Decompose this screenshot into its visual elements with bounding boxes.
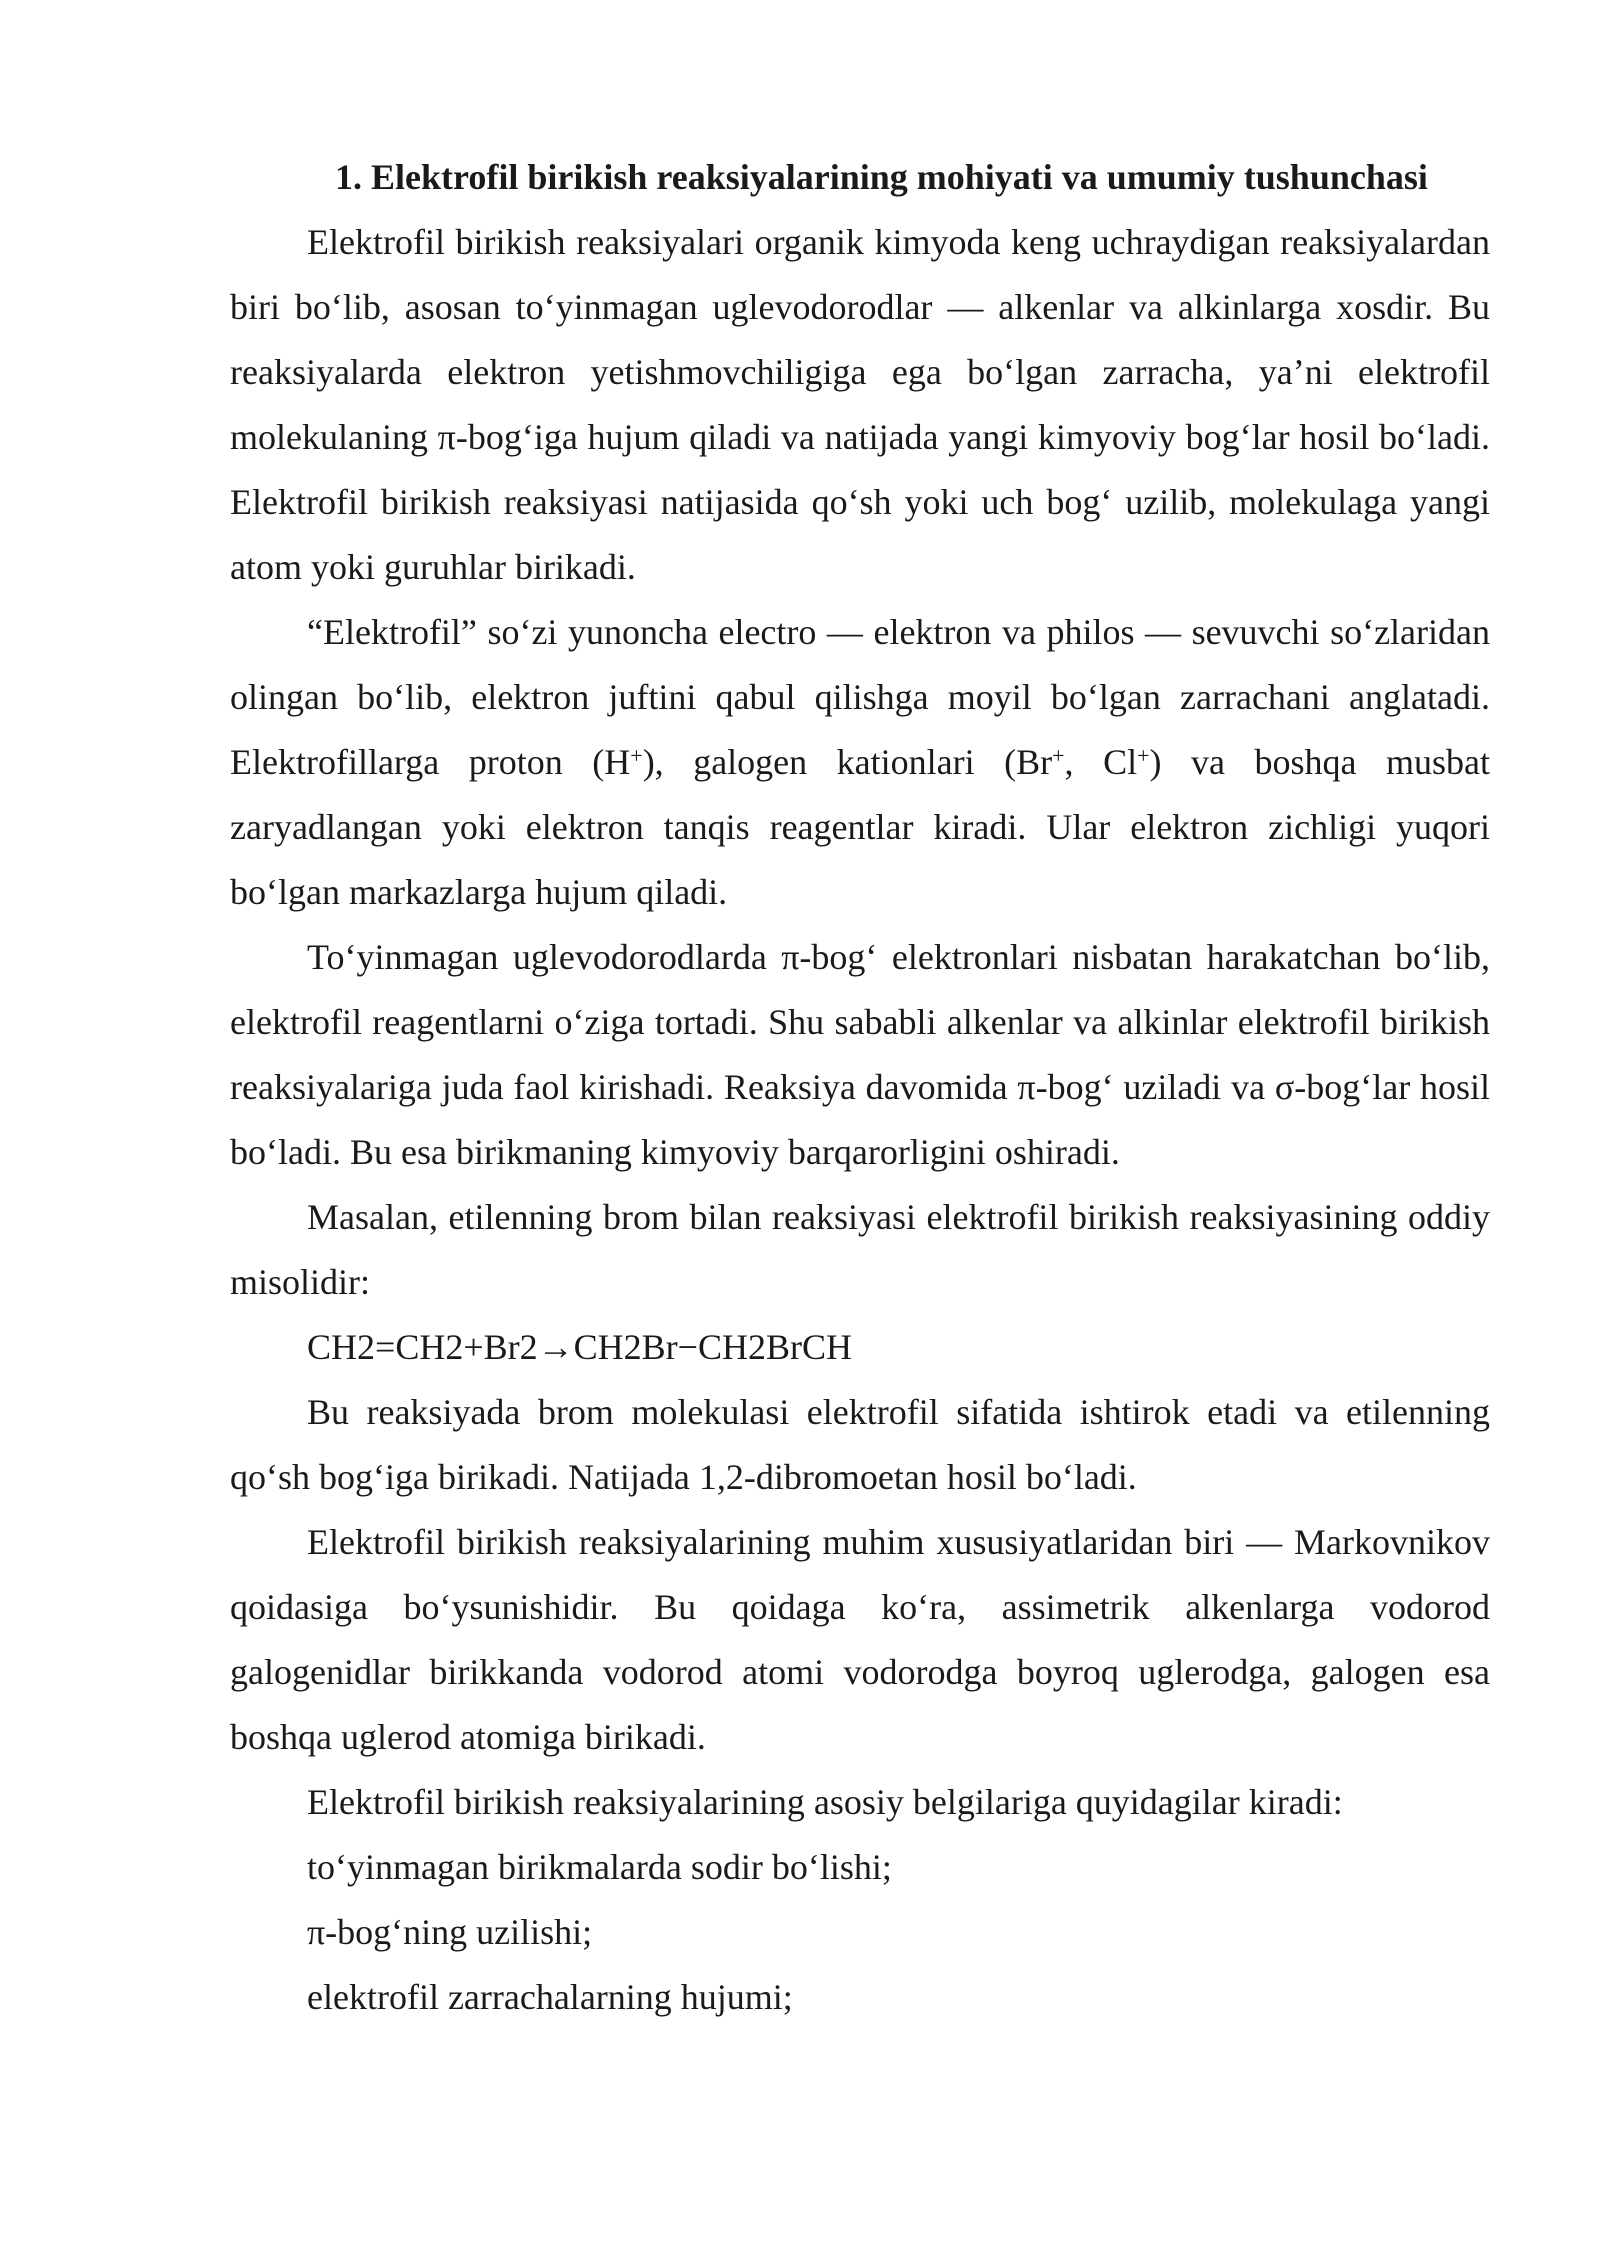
paragraph-markovnikov: Elektrofil birikish reaksiyalarining muhim xususiyatlaridan biri — Markovnikov qoidasiga boʻysunishidir. Bu qoidaga koʻra, assimetrik alkenlarga vodorod galogenidlar birikkanda vodorod atomi vodorodga boyroq uglerodga, galogen esa boshqa uglerod atomiga birikadi. [230, 1522, 1490, 1757]
paragraph-features-intro: Elektrofil birikish reaksiyalarining asosiy belgilariga quyidagilar kiradi: [307, 1782, 1343, 1822]
chlorine-charge-superscript: + [1137, 743, 1150, 768]
definition-text-part-3: , Cl [1064, 742, 1138, 782]
definition-text-part-2: ), galogen kationlari (Br [642, 742, 1053, 782]
paragraph-example-intro: Masalan, etilenning brom bilan reaksiyasi elektrofil birikish reaksiyasining oddiy misolidir: [230, 1197, 1490, 1302]
paragraph-intro: Elektrofil birikish reaksiyalari organik kimyoda keng uchraydigan reaksiyalardan biri boʻlib, asosan toʻyinmagan uglevodorodlar — alkenlar va alkinlarga xosdir. Bu reaksiyalarda elektron yetishmovchiligiga ega boʻlgan zarracha, yaʼni elektrofil molekulaning π-bogʻiga hujum qiladi va natijada yangi kimyoviy bogʻlar hosil boʻladi. Elektrofil birikish reaksiyasi natijasida qoʻsh yoki uch bogʻ uzilib, molekulaga yangi atom yoki guruhlar birikadi. [230, 222, 1490, 587]
paragraph-example-result: Bu reaksiyada brom molekulasi elektrofil sifatida ishtirok etadi va etilenning qoʻsh bogʻiga birikadi. Natijada 1,2-dibromoetan hosil boʻladi. [230, 1392, 1490, 1497]
reaction-equation: CH2=CH2+Br2→CH2Br−CH2BrCH [307, 1327, 852, 1367]
definition-text-part-4: ) va boshqa musbat zaryadlangan yoki elektron tanqis reagentlar kiradi. Ular elektron zichligi yuqori boʻlgan markazlarga hujum qiladi. [230, 742, 1490, 912]
definition-text-part-1: “Elektrofil” soʻzi yunoncha electro — elektron va philos — sevuvchi soʻzlaridan olingan boʻlib, elektron juftini qabul qilishga moyil boʻlgan zarrachani anglatadi. Elektrofillarga proton (H [230, 612, 1490, 782]
bromine-charge-superscript: + [1052, 743, 1065, 768]
paragraph-pi-bond: Toʻyinmagan uglevodorodlarda π-bogʻ elektronlari nisbatan harakatchan boʻlib, elektrofil reagentlarni oʻziga tortadi. Shu sababli alkenlar va alkinlar elektrofil birikish reaksiyalariga juda faol kirishadi. Reaksiya davomida π-bogʻ uziladi va σ-bogʻlar hosil boʻladi. Bu esa birikmaning kimyoviy barqarorligini oshiradi. [230, 937, 1490, 1172]
list-item: elektrofil zarrachalarning hujumi; [307, 1977, 793, 2017]
section-heading: 1. Elektrofil birikish reaksiyalarining mohiyati va umumiy tushunchasi [335, 157, 1428, 197]
list-item: toʻyinmagan birikmalarda sodir boʻlishi; [307, 1847, 892, 1887]
document-body [230, 145, 1490, 2030]
list-item: π-bogʻning uzilishi; [307, 1912, 593, 1952]
proton-charge-superscript: + [630, 743, 643, 768]
paragraph-electrophile-definition [230, 600, 1490, 925]
